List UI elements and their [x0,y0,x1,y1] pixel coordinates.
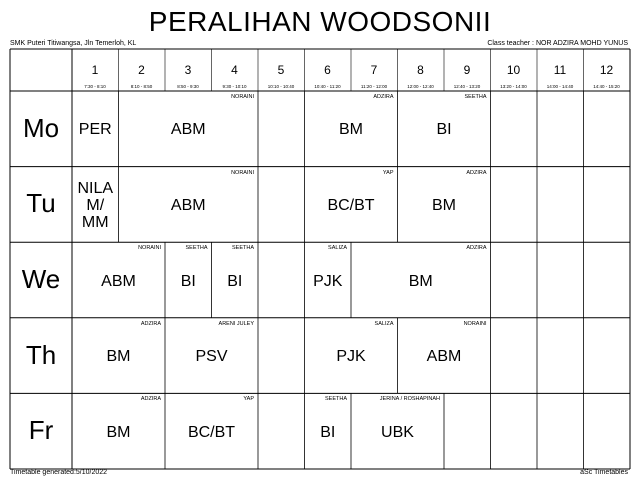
lesson-teacher: ADZIRA [373,94,394,100]
period-number: 11 [553,63,567,77]
period-time: 11:20 - 12:00 [360,84,388,89]
lesson-teacher: NORAINI [231,94,254,100]
lesson-subject: BM [432,196,456,214]
period-time: 14:00 - 14:40 [546,84,574,89]
period-number: 12 [599,63,614,77]
period-time: 7:30 - 8:10 [84,84,106,89]
timetable-title: PERALIHAN WOODSONII [148,6,492,37]
lesson-teacher: NORAINI [231,169,254,176]
lesson-teacher: SEETHA [231,245,254,252]
period-time: 8:50 - 9:30 [177,84,199,89]
lesson-subject: PSV [195,348,228,366]
period-number: 6 [324,63,331,77]
period-number: 5 [277,63,285,77]
generated-date: Timetable generated:5/10/2022 [10,469,108,476]
period-time: 14:40 - 15:20 [593,84,620,89]
software-credit: aSc Timetables [580,469,628,476]
period-time: 8:10 - 8:50 [130,84,153,89]
lesson-subject: ABM [426,348,462,366]
class-teacher: Class teacher : NOR ADZIRA MOHD YUNUS [487,40,628,47]
lesson-subject: ABM [101,272,136,290]
day-label: Fr [28,415,54,446]
period-time: 10:40 - 11:20 [314,84,341,89]
period-time: 13:20 - 14:00 [500,84,527,89]
lesson-subject: BI [227,272,243,290]
lesson-subject: BI [320,423,336,441]
lesson-teacher: SALIZA [374,320,394,327]
period-number: 8 [417,63,424,77]
period-number: 1 [91,63,99,77]
period-time: 12:40 - 13:20 [453,84,481,89]
period-time: 12:00 - 12:40 [407,84,434,89]
day-label: Th [25,339,57,370]
period-number: 2 [138,63,145,77]
lesson-subject: BM [339,121,363,139]
period-number: 9 [463,63,471,77]
lesson-teacher: ARENI JULEY [218,320,254,327]
lesson-teacher: YAP [243,396,254,403]
period-number: 4 [231,63,238,77]
lesson-subject: BI [180,272,196,290]
lesson-teacher: ADZIRA [140,320,161,327]
lesson-subject: UBK [381,423,414,441]
lesson-subject: BM [106,423,131,441]
school-name: SMK Puteri Titiwangsa, Jln Temerloh, KL [10,40,137,47]
day-label: Tu [26,188,56,219]
lesson-subject: PJK [336,348,366,366]
lesson-subject: PER [78,121,112,139]
lesson-subject: ABM [170,196,206,214]
lesson-teacher: NORAINI [138,245,161,252]
period-number: 10 [506,63,521,77]
lesson-teacher: YAP [382,169,394,176]
lesson-teacher: ADZIRA [140,396,161,403]
lesson-teacher: SEETHA [464,94,487,100]
lesson-teacher: SEETHA [324,396,347,403]
lesson-subject: BC/BT [187,423,236,441]
lesson-subject: PJK [313,272,343,290]
period-time: 10:10 - 10:40 [267,84,295,89]
period-time: 9:30 - 10:10 [222,84,247,89]
lesson-teacher: ADZIRA [466,245,487,252]
lesson-subject: BM [106,348,131,366]
lesson-teacher: JERINA / ROSHAPINAH [379,396,440,403]
lesson-subject: ABM [170,121,206,139]
period-number: 3 [184,63,192,77]
lesson-subject: BI [436,121,452,139]
lesson-subject: BM [408,272,433,290]
lesson-subject: BC/BT [327,196,375,214]
lesson-subject: NILA M/ MM [77,179,114,231]
day-label: Mo [22,112,60,143]
lesson-teacher: NORAINI [463,320,487,327]
period-number: 7 [370,63,378,77]
lesson-teacher: SALIZA [328,245,347,252]
lesson-teacher: ADZIRA [466,169,487,176]
lesson-teacher: SEETHA [185,245,208,252]
day-label: We [21,264,61,294]
